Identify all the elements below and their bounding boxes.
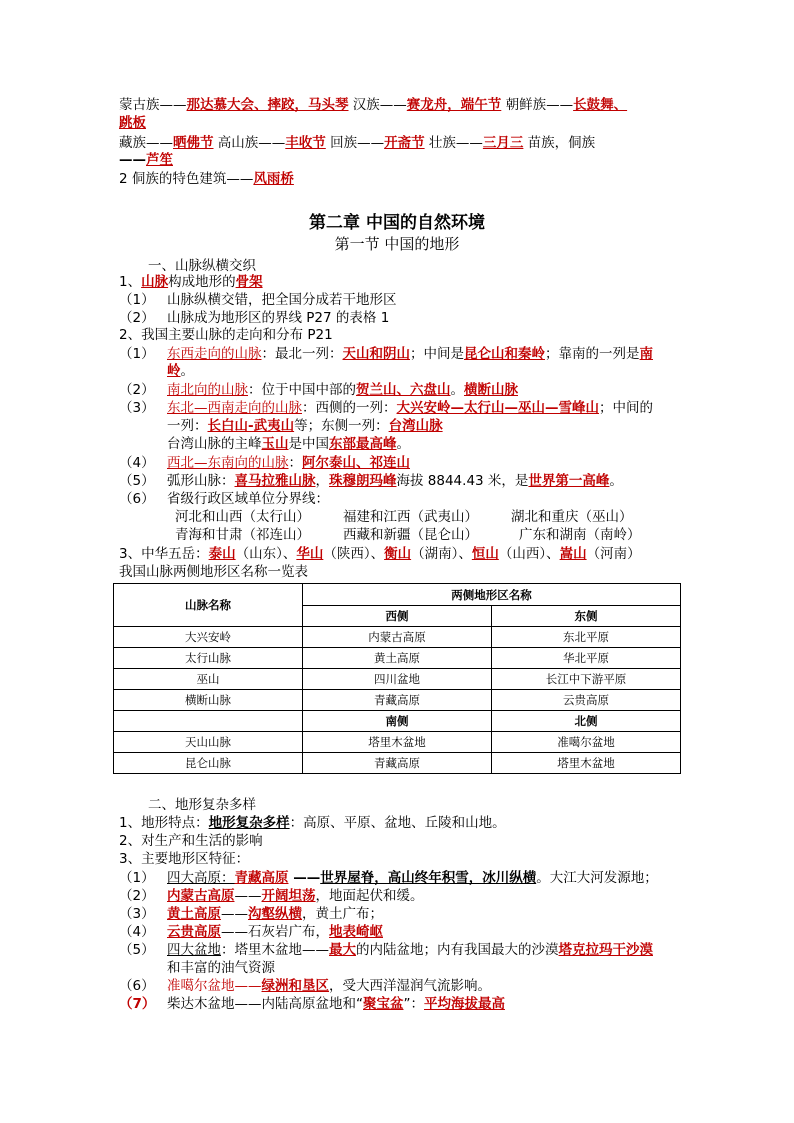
- text: 回族——: [325, 135, 385, 151]
- highlight: 恒山: [471, 546, 499, 562]
- table-row: [114, 690, 681, 711]
- num: （4）: [119, 455, 155, 471]
- text: 四大高原：: [167, 870, 235, 886]
- text: 构成地形的: [168, 274, 236, 290]
- item-2: [119, 327, 333, 344]
- highlight: 地形复杂多样: [208, 815, 290, 831]
- table-row: [114, 627, 681, 648]
- cell: 青藏高原: [303, 690, 492, 711]
- text: 高山族——: [213, 135, 286, 151]
- text: 壮族——: [424, 135, 483, 151]
- line-dong-building: [119, 171, 294, 188]
- plateau-neimenggu: [119, 888, 424, 905]
- text: 1、地形特点：: [119, 815, 209, 831]
- range-ne-sw-cont: [167, 418, 443, 435]
- cell: 塔里木盆地: [303, 732, 492, 753]
- text: 藏族——: [119, 135, 173, 151]
- line-mongol-han-korean: [119, 97, 627, 114]
- highlight: 衡山: [384, 546, 412, 562]
- text: 。: [450, 382, 464, 398]
- terrain-impact: 2、对生产和生活的影响: [119, 833, 263, 849]
- text: 。: [396, 436, 410, 452]
- cell: 长江中下游平原: [492, 669, 681, 690]
- text: ；靠南的一列是: [545, 346, 640, 362]
- basin-tarim-cont: 和丰富的油气资源: [167, 960, 275, 976]
- highlight: 珠穆朗玛峰: [329, 473, 397, 489]
- line-festivals: [119, 135, 595, 152]
- text: 弧形山脉：: [167, 473, 235, 489]
- line-lusheng: [119, 152, 173, 169]
- text: ：高原、平原、盆地、丘陵和山地。: [289, 815, 506, 831]
- highlight: 长鼓舞、: [573, 97, 628, 113]
- highlight: 台湾山脉: [388, 418, 443, 434]
- highlight: 平均海拔最高: [424, 996, 505, 1012]
- text: （山东）、: [235, 546, 297, 562]
- highlight: 天山和阴山: [342, 346, 410, 362]
- text: 等；东侧一列：: [294, 418, 389, 434]
- text: 山脉成为地形区的界线 P27 的表格 1: [167, 310, 390, 326]
- cell: 青藏高原: [303, 753, 492, 774]
- highlight: 晒佛节: [173, 135, 214, 151]
- highlight: 开阔坦荡: [261, 888, 316, 904]
- highlight: 岭: [167, 363, 181, 379]
- header-west: 西侧: [303, 606, 492, 627]
- heading-terrain: 二、地形复杂多样: [148, 797, 256, 813]
- text: （陕西）、: [323, 546, 385, 562]
- line-tiaoban: [119, 115, 146, 132]
- text: 柴达木盆地——内陆高原盆地和“: [167, 996, 363, 1012]
- num: （5）: [119, 473, 155, 489]
- highlight: 芦笙: [146, 152, 173, 168]
- highlight: 青藏高原: [234, 870, 289, 886]
- text: 苗族，侗族: [523, 135, 596, 151]
- highlight: 玉山: [261, 436, 289, 452]
- border-item: 青海和甘肃（祁连山）: [175, 527, 310, 543]
- highlight: 西北—东南向的山脉: [167, 455, 289, 471]
- highlight: 华山: [296, 546, 324, 562]
- text: ”：: [403, 996, 424, 1012]
- num: （4）: [119, 924, 155, 940]
- highlight: 地表崎岖: [329, 924, 383, 940]
- num: （1）: [119, 870, 155, 886]
- text: ——石灰岩广布，: [221, 924, 329, 940]
- text: 汉族——: [348, 97, 407, 113]
- highlight: 嵩山: [559, 546, 587, 562]
- plateau-qingzang: [119, 870, 658, 887]
- highlight: 骨架: [235, 274, 263, 290]
- text: 3、中华五岳：: [119, 546, 209, 562]
- text: ：位于中国中部的: [248, 382, 356, 398]
- num: （7）: [119, 996, 156, 1012]
- text: 台湾山脉的主峰: [167, 436, 262, 452]
- num: （2）: [119, 382, 155, 398]
- text: 的内陆盆地；内有我国最大的沙漠: [356, 942, 559, 958]
- text: 2 侗族的特色建筑——: [119, 171, 254, 187]
- cell: 准噶尔盆地: [492, 732, 681, 753]
- cell: 太行山脉: [114, 648, 303, 669]
- text: （河南）: [586, 546, 641, 562]
- highlight: 开斋节: [384, 135, 425, 151]
- cell: 东北平原: [492, 627, 681, 648]
- highlight: 贺兰山、六盘山: [356, 382, 451, 398]
- highlight: 世界屋脊，高山终年积雪，冰川纵横: [320, 870, 537, 886]
- num: （2）: [119, 310, 155, 326]
- header-south: 南侧: [303, 711, 492, 732]
- highlight: 东部最高峰: [329, 436, 397, 452]
- highlight: 赛龙舟，端午节: [406, 97, 502, 113]
- header-north: 北侧: [492, 711, 681, 732]
- cell: 昆仑山脉: [114, 753, 303, 774]
- terrain-features: [119, 815, 506, 832]
- num: （3）: [119, 400, 155, 416]
- num: （6）: [119, 978, 155, 994]
- highlight: 世界第一高峰: [528, 473, 610, 489]
- text: ；中间的: [599, 400, 653, 416]
- highlight: 跳板: [119, 115, 146, 131]
- highlight: 最大: [329, 942, 356, 958]
- chapter-title: 第二章 中国的自然环境: [309, 213, 485, 233]
- item-skeleton: [119, 274, 263, 291]
- basin-qaidam: [119, 996, 505, 1013]
- highlight: 喜马拉雅山脉: [234, 473, 316, 489]
- range-ew: [119, 346, 653, 363]
- num: （1）: [119, 346, 155, 362]
- num: （6）: [119, 491, 155, 507]
- border-item: 河北和山西（太行山）: [175, 509, 310, 525]
- cell: 巫山: [114, 669, 303, 690]
- cell: 天山山脉: [114, 732, 303, 753]
- text: ，受大西洋湿润气流影响。: [329, 978, 491, 994]
- five-mountains: [119, 546, 641, 563]
- text: 2、我国主要山脉的走向和分布 P21: [119, 327, 333, 343]
- text: 蒙古族——: [119, 97, 187, 113]
- header-east: 东侧: [492, 606, 681, 627]
- cell: 横断山脉: [114, 690, 303, 711]
- highlight: 三月三: [482, 135, 524, 151]
- cell: 四川盆地: [303, 669, 492, 690]
- item-1-1: [119, 292, 397, 309]
- text: 。大江大河发源地；: [536, 870, 658, 886]
- cell: 内蒙古高原: [303, 627, 492, 648]
- item-1-2: [119, 310, 389, 327]
- highlight: 山脉: [141, 274, 169, 290]
- highlight: 横断山脉: [464, 382, 518, 398]
- range-taiwan: [167, 436, 410, 453]
- text: ，黄土广布；: [302, 906, 383, 922]
- highlight: 泰山: [208, 546, 236, 562]
- highlight: 长白山-武夷山: [207, 418, 295, 434]
- border-item: 福建和江西（武夷山）: [343, 509, 478, 525]
- text: ：: [288, 455, 302, 471]
- text: ；中间是: [410, 346, 464, 362]
- highlight: 沟壑纵横: [248, 906, 302, 922]
- highlight: 南北向的山脉: [167, 382, 248, 398]
- text: ，: [315, 473, 329, 489]
- range-ns: [119, 382, 518, 399]
- table-row: [114, 753, 681, 774]
- highlight: 内蒙古高原: [167, 888, 235, 904]
- cell: 黄土高原: [303, 648, 492, 669]
- text: ：塔里木盆地——: [221, 942, 329, 958]
- table-caption: 我国山脉两侧地形区名称一览表: [119, 564, 308, 580]
- text: ——: [221, 906, 248, 922]
- highlight: 聚宝盆: [363, 996, 404, 1012]
- cell: 大兴安岭: [114, 627, 303, 648]
- text: （山西）、: [498, 546, 560, 562]
- highlight: 东北—西南走向的山脉: [167, 400, 302, 416]
- highlight: 东西走向的山脉: [167, 346, 262, 362]
- table-row: [114, 669, 681, 690]
- num: （1）: [119, 292, 155, 308]
- num: （2）: [119, 888, 155, 904]
- text: 一列：: [167, 418, 208, 434]
- text: ：西侧的一列：: [302, 400, 397, 416]
- section-title: 第一节 中国的地形: [334, 235, 460, 253]
- highlight: 云贵高原: [167, 924, 221, 940]
- highlight: 南: [639, 346, 653, 362]
- range-borders: [119, 491, 329, 508]
- text: 。: [180, 363, 194, 379]
- highlight: 绿洲和垦区: [261, 978, 329, 994]
- table-row: [114, 648, 681, 669]
- table-row: [114, 732, 681, 753]
- text: 。: [609, 473, 623, 489]
- border-item: 湖北和重庆（巫山）: [511, 509, 633, 525]
- highlight: 昆仑山和秦岭: [464, 346, 545, 362]
- text: 省级行政区域单位分界线：: [167, 491, 329, 507]
- highlight: 塔克拉玛干沙漠: [558, 942, 653, 958]
- text: ——: [288, 870, 321, 886]
- highlight: 风雨桥: [253, 171, 294, 187]
- range-ne-sw: [119, 400, 653, 417]
- plateau-yungui: [119, 924, 383, 941]
- cell: 塔里木盆地: [492, 753, 681, 774]
- text: ——: [119, 152, 146, 168]
- heading-mountains: 一、山脉纵横交织: [148, 258, 256, 274]
- text: （湖南）、: [411, 546, 472, 562]
- range-arc: [119, 473, 623, 490]
- text: 准噶尔盆地——: [167, 978, 262, 994]
- text: ——: [234, 888, 262, 904]
- text: ：最北一列：: [261, 346, 343, 362]
- border-item: 西藏和新疆（昆仑山）: [343, 527, 478, 543]
- terrain-regions: 3、主要地形区特征：: [119, 851, 250, 867]
- header-mountain: 山脉名称: [114, 584, 303, 627]
- num: 1、: [119, 274, 142, 290]
- range-nw-se: [119, 455, 410, 472]
- highlight: 阿尔泰山、祁连山: [302, 455, 410, 471]
- highlight: 丰收节: [285, 135, 326, 151]
- text: 朝鲜族——: [501, 97, 574, 113]
- text: 四大盆地: [167, 942, 221, 958]
- border-item: 广东和湖南（南岭）: [519, 527, 641, 543]
- num: （5）: [119, 942, 155, 958]
- cell: [114, 711, 303, 732]
- basin-junggar: [119, 978, 491, 995]
- text: 是中国: [288, 436, 329, 452]
- header-regions: 两侧地形区名称: [303, 584, 681, 606]
- num: （3）: [119, 906, 155, 922]
- cell: 华北平原: [492, 648, 681, 669]
- cell: 云贵高原: [492, 690, 681, 711]
- text: 山脉纵横交错，把全国分成若干地形区: [167, 292, 397, 308]
- table-row: [114, 711, 681, 732]
- highlight: 那达慕大会、摔跤，马头琴: [186, 97, 349, 113]
- highlight: 黄土高原: [167, 906, 221, 922]
- mountain-table: [113, 583, 681, 774]
- text: ，地面起伏和缓。: [315, 888, 424, 904]
- range-ew-cont: [167, 363, 194, 380]
- basin-tarim: [119, 942, 653, 959]
- plateau-huangtu: [119, 906, 383, 923]
- highlight: 大兴安岭—太行山—巫山—雪峰山: [396, 400, 599, 416]
- text: 海拔 8844.43 米，是: [396, 473, 529, 489]
